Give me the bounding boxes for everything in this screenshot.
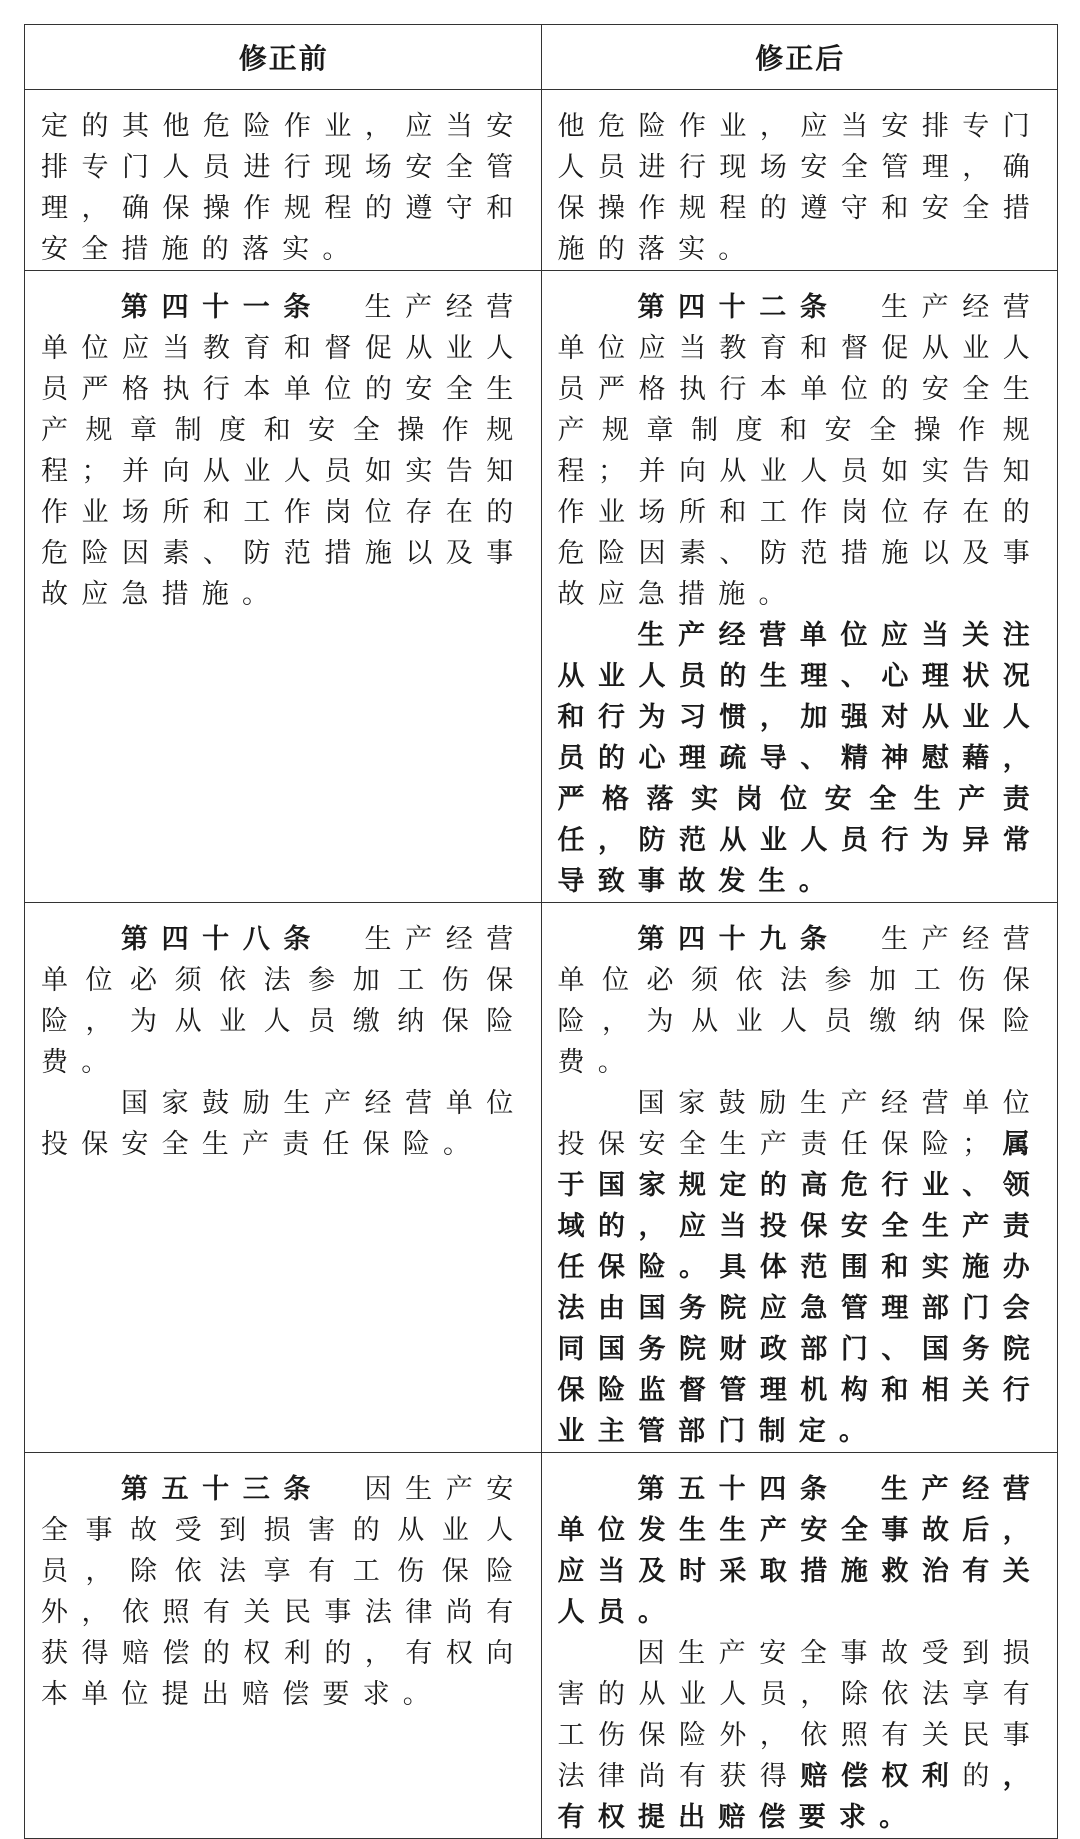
paragraph <box>558 287 1044 615</box>
cell-before <box>25 271 542 903</box>
amended-text: 赔偿权利 <box>800 1761 963 1792</box>
paragraph <box>558 1633 1044 1838</box>
amended-text: 第五十四条 生产经营单位发生生产安全事故后，应当及时采取措施救治有关人员。 <box>557 1474 1043 1628</box>
text-segment: 因生产安全事故受到损害的从业人员，除依法享有工伤保险外，依照有关民事法律尚有获得赔偿的权利的，有权向本单位提出赔偿要求。 <box>41 1474 527 1710</box>
paragraph <box>41 1083 527 1165</box>
cell-before <box>25 90 542 271</box>
amendment-comparison-table <box>24 24 1058 1839</box>
paragraph <box>41 106 527 270</box>
paragraph <box>558 1469 1044 1633</box>
table-row <box>25 90 1058 271</box>
paragraph <box>41 919 527 1083</box>
text-segment: 生产经营单位应当教育和督促从业人员严格执行本单位的安全生产规章制度和安全操作规程；并向从业人员如实告知作业场所和工作岗位存在的危险因素、防范措施以及事故应急措施。 <box>557 292 1044 610</box>
amended-text: 第五十三条 <box>121 1474 324 1505</box>
cell-after <box>541 903 1058 1453</box>
amended-text: 第四十二条 <box>637 292 841 323</box>
text-segment: 的 <box>962 1761 1003 1792</box>
header-after: 修正后 <box>541 25 1058 90</box>
paragraph <box>558 106 1044 270</box>
text-segment: 因生产安全事故受到损害的从业人员，除依法享有工伤保险外，依照有关民事法律尚有获得 <box>557 1638 1043 1792</box>
paragraph <box>558 919 1044 1083</box>
text-segment: 国家鼓励生产经营单位投保安全生产责任保险。 <box>41 1088 527 1160</box>
amended-text: 第四十一条 <box>121 292 324 323</box>
paragraph <box>558 615 1044 902</box>
text-segment: 国家鼓励生产经营单位投保安全生产责任保险； <box>557 1088 1043 1160</box>
cell-before <box>25 1453 542 1839</box>
paragraph <box>41 287 527 615</box>
table-row <box>25 903 1058 1453</box>
amended-text: 第四十九条 <box>637 924 841 955</box>
text-segment: 生产经营单位应当教育和督促从业人员严格执行本单位的安全生产规章制度和安全操作规程；并向从业人员如实告知作业场所和工作岗位存在的危险因素、防范措施以及事故应急措施。 <box>41 292 527 610</box>
amended-text: 第四十八条 <box>121 924 324 955</box>
text-segment: 生产经营单位必须依法参加工伤保险，为从业人员缴纳保险费。 <box>557 924 1044 1078</box>
cell-after <box>541 1453 1058 1839</box>
cell-before <box>25 903 542 1453</box>
amended-text: 生产经营单位应当关注从业人员的生理、心理状况和行为习惯，加强对从业人员的心理疏导、精神慰藉，严格落实岗位安全生产责任，防范从业人员行为异常导致事故发生。 <box>557 620 1043 897</box>
table-row <box>25 271 1058 903</box>
text-segment: 定的其他危险作业，应当安排专门人员进行现场安全管理，确保操作规程的遵守和安全措施的落实。 <box>41 111 527 265</box>
table-row <box>25 1453 1058 1839</box>
header-row <box>25 25 1058 90</box>
text-segment: 生产经营单位必须依法参加工伤保险，为从业人员缴纳保险费。 <box>41 924 527 1078</box>
cell-after <box>541 90 1058 271</box>
cell-after <box>541 271 1058 903</box>
amended-text: 属于国家规定的高危行业、领域的，应当投保安全生产责任保险。具体范围和实施办法由国务院应急管理部门会同国务院财政部门、国务院保险监督管理机构和相关行业主管部门制定。 <box>557 1129 1043 1447</box>
amended-text: ，有权提出赔偿要求。 <box>557 1761 1043 1833</box>
header-before: 修正前 <box>25 25 542 90</box>
paragraph <box>41 1469 527 1715</box>
text-segment: 他危险作业，应当安排专门人员进行现场安全管理，确保操作规程的遵守和安全措施的落实。 <box>557 111 1043 265</box>
paragraph <box>558 1083 1044 1452</box>
